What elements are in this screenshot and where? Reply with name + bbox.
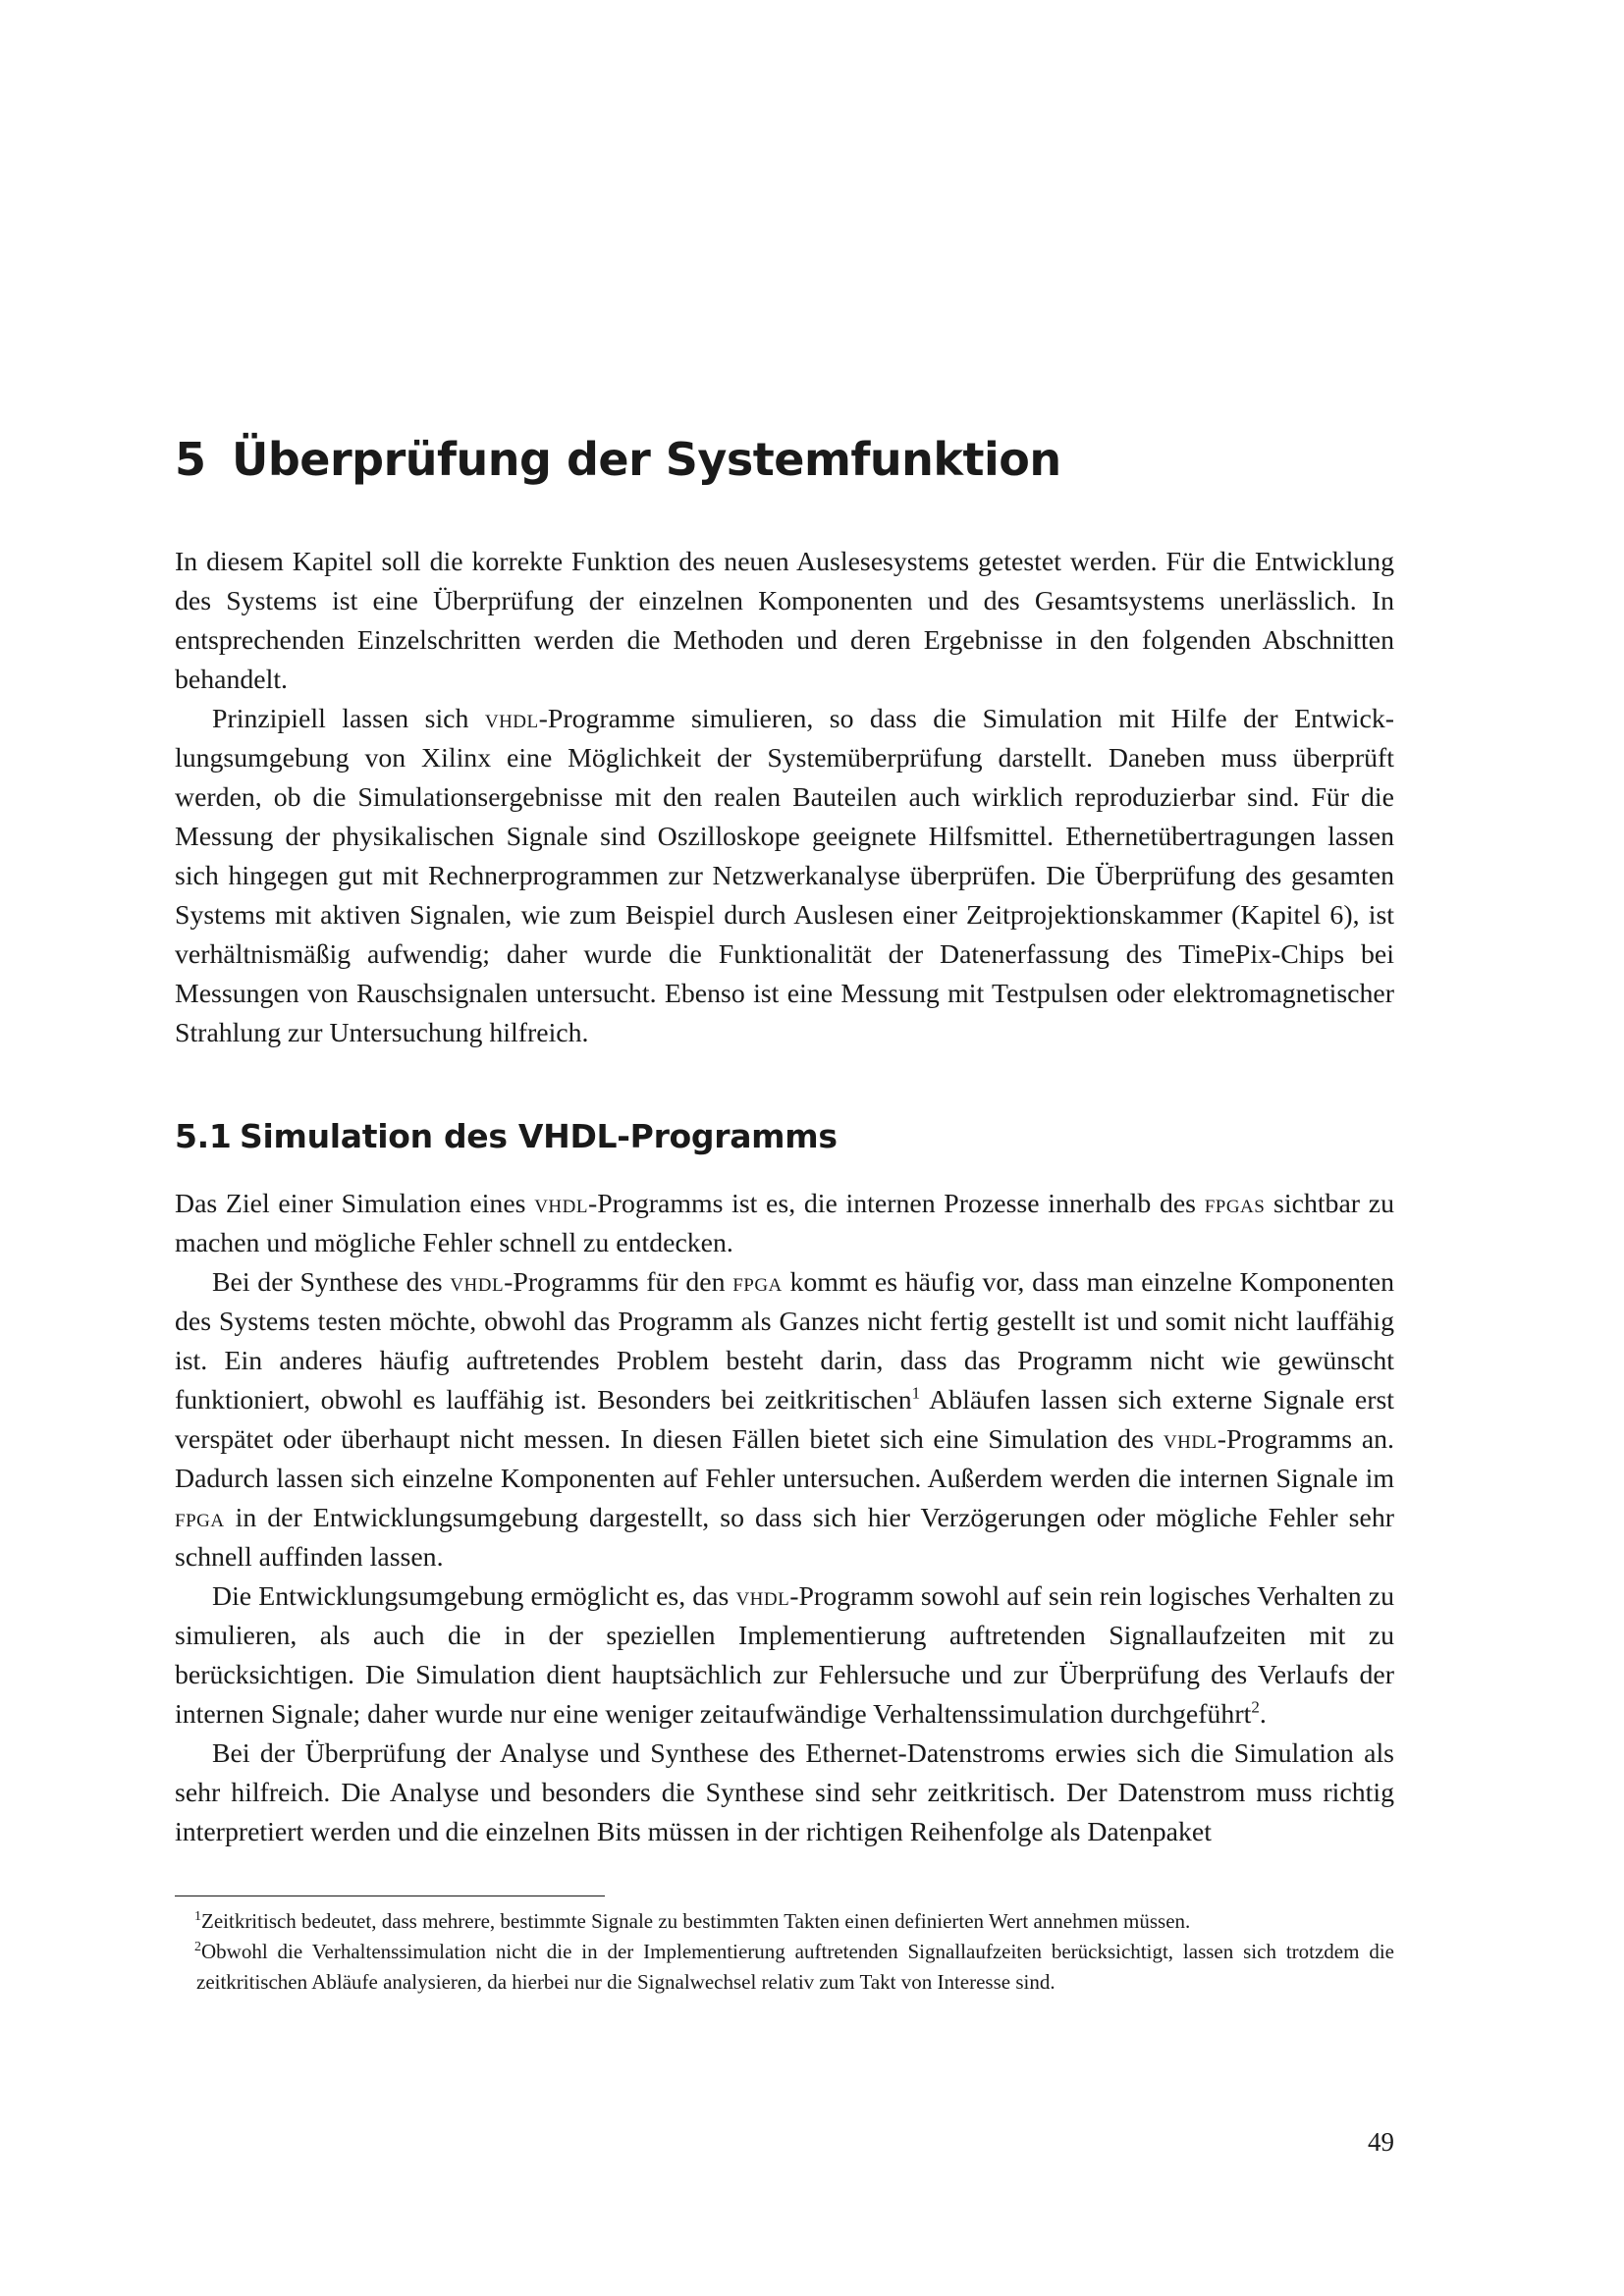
intro-text <box>175 543 1394 1053</box>
footnote-2: $^2$Obwohl die Verhaltenssimulation nicht die in der Implementierung auftretenden Signallaufzeiten berücksichtigt, lassen sich trotzdem die zeitkritischen Abläufe analysieren, da hierbei nur die Signalwechsel relativ zum Takt von Interesse sind. <box>194 1940 1394 1994</box>
footnote-mark: 1 <box>194 1909 201 1924</box>
section-title: Simulation des VHDL-Programms <box>240 1117 838 1155</box>
section-paragraph-2: Bei der Synthese des vhdl-Programms für den fpga kommt es häufig vor, dass man einzelne Komponenten des Systems testen möchte, obwohl das Programm als Ganzes nicht fertig gestellt ist und somit nicht lauffähig ist. Ein anderes häufig auftretendes Problem besteht darin, dass das Programm nicht wie gewünscht funktioniert, obwohl es lauffähig ist. Besonders bei zeitkritischen$^1$ Abläufen lassen sich externe Signale erst verspätet oder überhaupt nicht messen. In diesen Fällen bietet sich eine Simulation des vhdl-Programms an. Dadurch lassen sich einzelne Komponenten auf Fehler untersuchen. Außerdem werden die internen Signale im fpga in der Entwicklungsumgebung dargestellt, so dass sich hier Verzögerungen oder mögliche Fehler sehr schnell auffinden lassen. <box>175 1267 1395 1573</box>
section-number: 5.1 <box>175 1117 232 1155</box>
section-text <box>175 1185 1394 1852</box>
footnote-1: $^1$Zeitkritisch bedeutet, dass mehrere, bestimmte Signale zu bestimmten Takten einen definierten Wert annehmen müssen. <box>194 1909 1191 1933</box>
footnote-mark: 2 <box>194 1940 201 1954</box>
page-number: 49 <box>1368 2127 1394 2157</box>
section-paragraph-4: Bei der Überprüfung der Analyse und Synthese des Ethernet-Datenstroms erwies sich die Simulation als sehr hilfreich. Die Analyse und besonders die Synthese sind sehr zeitkritisch. Der Datenstrom muss richtig interpretiert werden und die einzelnen Bits müssen in der richtigen Reihenfolge als Datenpaket <box>175 1738 1394 1847</box>
vhdl-abbrev: vhdl <box>484 704 539 734</box>
footnotes <box>175 1906 1394 1998</box>
footnote-ref-1[interactable]: 1 <box>911 1383 921 1403</box>
section-paragraph-3: Die Entwicklungsumgebung ermöglicht es, das vhdl-Programm sowohl auf sein rein logisches Verhalten zu simulieren, als auch die in der speziellen Implementierung auftretenden Signallaufzeiten mit zu berücksichtigen. Die Simulation dient hauptsächlich zur Fehlersuche und zur Überprüfung des Verlaufs der internen Signale; daher wurde nur eine weniger zeitaufwändige Verhaltenssimulation durchgeführt$^2$. <box>175 1581 1395 1730</box>
chapter-heading <box>175 430 1451 489</box>
section-heading <box>175 1115 1451 1158</box>
footnote-ref-2[interactable]: 2 <box>1251 1697 1260 1717</box>
chapter-title: Überprüfung der Systemfunktion <box>232 433 1061 486</box>
intro-paragraph-2: Prinzipiell lassen sich vhdl-Programme simulieren, so dass die Simulation mit Hilfe der Entwicklungsumgebung von Xilinx eine Möglichkeit der Systemüberprüfung darstellt. Daneben muss überprüft werden, ob die Simulationsergebnisse mit den realen Bauteilen auch wirklich reproduzierbar sind. Für die Messung der physikalischen Signale sind Oszilloskope geeignete Hilfsmittel. Ethernetübertragungen lassen sich hingegen gut mit Rechnerprogrammen zur Netzwerkanalyse überprüfen. Die Überprüfung des gesamten Systems mit aktiven Signalen, wie zum Beispiel durch Auslesen einer Zeitprojektionskammer (Kapitel 6), ist verhältnismäßig aufwendig; daher wurde die Funktionalität der Datenerfassung des TimePix-Chips bei Messungen von Rauschsignalen untersucht. Ebenso ist eine Messung mit Testpulsen oder elektromagnetischer Strahlung zur Untersuchung hilfreich. <box>175 704 1395 1048</box>
section-paragraph-1: Das Ziel einer Simulation eines vhdl-Programms ist es, die internen Prozesse innerhalb des fpgas sichtbar zu machen und mögliche Fehler schnell zu entdecken. <box>175 1189 1394 1258</box>
intro-paragraph-1: In diesem Kapitel soll die korrekte Funktion des neuen Auslesesystems getestet werden. Für die Entwicklung des Systems ist eine Überprüfung der einzelnen Komponenten und des Gesamtsystems unerlässlich. In entsprechenden Einzelschritten werden die Methoden und deren Ergebnisse in den folgenden Abschnitten behandelt. <box>175 547 1394 695</box>
chapter-number: 5 <box>175 433 206 486</box>
